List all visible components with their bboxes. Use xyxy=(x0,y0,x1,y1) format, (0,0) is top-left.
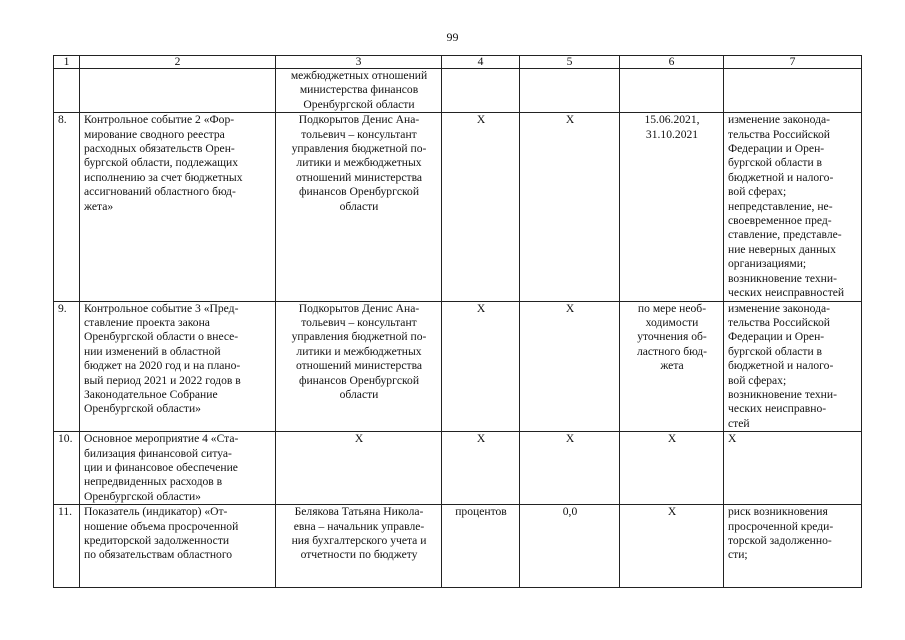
cell-line: непредставление, не- xyxy=(728,199,833,213)
cell-line: жета xyxy=(660,359,684,373)
cell-line: по обязательствам областного xyxy=(84,548,233,562)
cell-line: кредиторской задолженности xyxy=(84,534,230,547)
table-cell-num: 11. xyxy=(54,505,80,588)
cell-line: тольевич – консультант xyxy=(301,315,417,329)
cell-line: литики и межбюджетных xyxy=(296,344,422,358)
cell-line: Оренбургской области» xyxy=(84,489,201,503)
cell-line: своевременное пред- xyxy=(728,214,832,228)
cell-line: отношений министерства xyxy=(295,359,423,373)
cell-line: Контрольное событие 2 «Фор- xyxy=(84,113,235,127)
table-cell-c6 xyxy=(620,69,724,113)
cell-line: евна – начальник управле- xyxy=(293,519,425,533)
cell-line: финансов Оренбургской xyxy=(298,185,420,199)
table-cell-c4 xyxy=(442,69,520,113)
header-cell: 1 xyxy=(54,56,80,69)
header-cell: 4 xyxy=(442,56,520,69)
cell-line: отчетности по бюджету xyxy=(300,548,418,562)
cell-line: возникновение техни- xyxy=(728,271,837,285)
cell-line: Оренбургской области xyxy=(303,97,415,111)
measures-table xyxy=(53,55,862,588)
cell-line: министерства финансов xyxy=(299,83,419,97)
cell-line: бургской области в xyxy=(728,156,823,170)
table-cell-c2 xyxy=(80,432,276,505)
cell-line: изменение законода- xyxy=(728,301,831,315)
cell-line: бюджетной и налого- xyxy=(728,170,834,184)
table-cell-c7 xyxy=(724,69,862,113)
table-cell-c6 xyxy=(620,432,724,505)
cell-line: торской задолженно- xyxy=(728,534,832,547)
cell-line: ассигнований областного бюд- xyxy=(84,185,236,199)
cell-line: Подкорытов Денис Ана- xyxy=(298,301,420,315)
cell-line: уточнения об- xyxy=(637,330,707,344)
table-cell-c5: X xyxy=(520,113,620,301)
table-cell-c4: процентов xyxy=(442,505,520,588)
cell-line: тельства Российской xyxy=(728,315,830,329)
cell-line: возникновение техни- xyxy=(728,387,837,401)
cell-line: тельства Российской xyxy=(728,127,830,141)
cell-line: Федерации и Орен- xyxy=(728,142,825,156)
cell-line: ческих неисправно- xyxy=(728,402,827,416)
cell-line: билизация финансовой ситуа- xyxy=(84,446,232,460)
cell-line: межбюджетных отношений xyxy=(290,69,428,82)
cell-line: бюджетной и налого- xyxy=(728,359,834,373)
cell-line: Белякова Татьяна Николa- xyxy=(294,505,424,519)
header-cell: 3 xyxy=(276,56,442,69)
cell-line: Показатель (индикатор) «От- xyxy=(84,505,228,519)
cell-line: исполнению за счет бюджетных xyxy=(84,170,243,184)
cell-line: X xyxy=(354,432,364,446)
cell-line: организациями; xyxy=(728,257,807,271)
cell-line: ластного бюд- xyxy=(636,344,708,358)
cell-line: ния бухгалтерского учета и xyxy=(291,534,427,547)
table-cell-c6 xyxy=(620,301,724,432)
cell-line: просроченной креди- xyxy=(728,519,834,533)
cell-line: изменение законода- xyxy=(728,113,831,127)
cell-line: вый период 2021 и 2022 годов в xyxy=(84,373,241,387)
cell-line: Оренбургской области о внесе- xyxy=(84,330,239,344)
table-cell-c6 xyxy=(620,113,724,301)
cell-line: Оренбургской области» xyxy=(84,402,201,416)
table-cell-c2 xyxy=(80,301,276,432)
cell-line: жета» xyxy=(84,199,114,213)
page-number: 99 xyxy=(446,30,459,44)
table-cell-c7 xyxy=(724,113,862,301)
table-cell-num: 9. xyxy=(54,301,80,432)
cell-line: бургской области, подлежащих xyxy=(84,156,239,170)
table-cell-c2 xyxy=(80,505,276,588)
cell-line: 31.10.2021 xyxy=(645,127,699,141)
table-cell-c4: X xyxy=(442,113,520,301)
table-cell-c4: X xyxy=(442,301,520,432)
cell-line: риск возникновения xyxy=(728,505,828,519)
cell-line: Основное мероприятие 4 «Ста- xyxy=(84,432,239,446)
table-cell-c2 xyxy=(80,113,276,301)
table-cell-c5: 0,0 xyxy=(520,505,620,588)
table-cell-c2 xyxy=(80,69,276,113)
cell-line: расходных обязательств Орен- xyxy=(84,142,235,156)
cell-line: мирование сводного реестра xyxy=(84,127,225,141)
table-row xyxy=(54,432,862,505)
table-row xyxy=(54,69,862,113)
cell-line: Федерации и Орен- xyxy=(728,330,825,344)
cell-line: тольевич – консультант xyxy=(301,127,417,141)
table-cell-c4: X xyxy=(442,432,520,505)
table-row xyxy=(54,301,862,432)
cell-line: X xyxy=(667,432,677,446)
cell-line: ции и финансовое обеспечение xyxy=(84,460,238,474)
table-cell-c5: X xyxy=(520,301,620,432)
header-cell: 2 xyxy=(80,56,276,69)
cell-line: области xyxy=(339,199,379,213)
table-cell-num xyxy=(54,69,80,113)
table-row xyxy=(54,113,862,301)
table-cell-c7 xyxy=(724,505,862,588)
header-row xyxy=(54,56,862,69)
header-cell: 7 xyxy=(724,56,862,69)
cell-line: Контрольное событие 3 «Пред- xyxy=(84,301,239,315)
cell-line: бюджет на 2020 год и на плано- xyxy=(84,359,241,373)
cell-line: вой сферах; xyxy=(728,185,787,199)
table-cell-c3 xyxy=(276,113,442,301)
cell-line: ношение объема просроченной xyxy=(84,519,239,533)
table-row xyxy=(54,505,862,588)
cell-line: ставление проекта закона xyxy=(84,315,210,329)
header-cell: 5 xyxy=(520,56,620,69)
cell-line: финансов Оренбургской xyxy=(298,373,420,387)
table-cell-num: 10. xyxy=(54,432,80,505)
cell-line: области xyxy=(339,387,379,401)
table-cell-c7 xyxy=(724,301,862,432)
cell-line: Подкорытов Денис Ана- xyxy=(298,113,420,127)
cell-line: ческих неисправностей xyxy=(728,286,845,300)
cell-line: X xyxy=(667,505,677,519)
cell-line: отношений министерства xyxy=(295,170,423,184)
cell-line: управления бюджетной по- xyxy=(291,330,427,344)
cell-line: X xyxy=(728,432,737,446)
table-cell-c3 xyxy=(276,301,442,432)
cell-line: ние неверных данных xyxy=(728,242,836,256)
header-cell: 6 xyxy=(620,56,724,69)
cell-line: ходимости xyxy=(645,315,699,329)
cell-line: вой сферах; xyxy=(728,373,787,387)
cell-line: 15.06.2021, xyxy=(644,113,700,127)
table-cell-num: 8. xyxy=(54,113,80,301)
table-cell-c3 xyxy=(276,505,442,588)
cell-line: нии изменений в областной xyxy=(84,344,221,358)
cell-line: Законодательное Собрание xyxy=(84,387,218,401)
cell-line: литики и межбюджетных xyxy=(296,156,422,170)
cell-line: сти; xyxy=(728,548,748,562)
table-cell-c3 xyxy=(276,69,442,113)
table-cell-c5: X xyxy=(520,432,620,505)
table-cell-c6 xyxy=(620,505,724,588)
cell-line: управления бюджетной по- xyxy=(291,142,427,156)
cell-line: ставление, представле- xyxy=(728,228,842,242)
cell-line: непредвиденных расходов в xyxy=(84,475,223,489)
cell-line: бургской области в xyxy=(728,344,823,358)
table-cell-c5 xyxy=(520,69,620,113)
table-cell-c7 xyxy=(724,432,862,505)
cell-line: стей xyxy=(728,416,750,430)
table-cell-c3 xyxy=(276,432,442,505)
cell-line: по мере необ- xyxy=(637,301,707,315)
